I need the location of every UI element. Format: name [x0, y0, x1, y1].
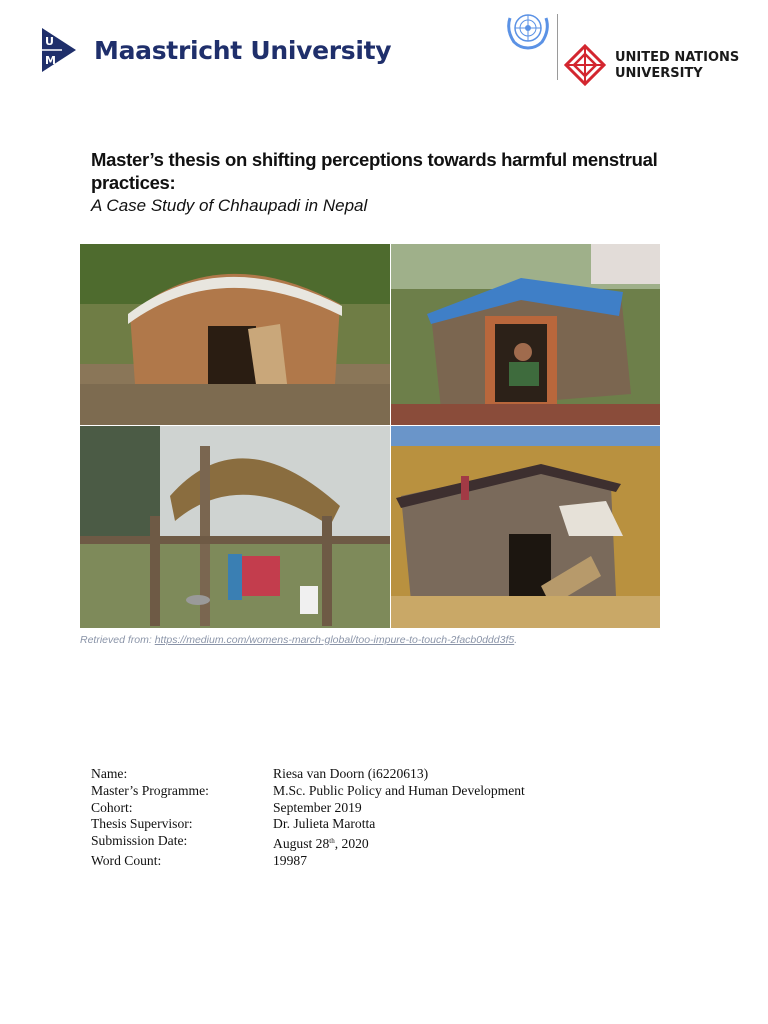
photo-mud-hut: [80, 244, 390, 425]
svg-text:M: M: [45, 54, 56, 67]
un-emblem-icon: [504, 10, 552, 50]
info-row-submission-date: [91, 833, 525, 853]
info-label: Thesis Supervisor:: [91, 816, 193, 832]
date-main: August 28: [273, 836, 330, 852]
info-row-cohort: [91, 800, 525, 817]
photo-stone-hut-with-woman: [391, 244, 660, 425]
photo-thatched-shelter: [80, 426, 390, 628]
thesis-info-table: [91, 766, 525, 870]
info-value: Dr. Julieta Marotta: [273, 816, 376, 832]
unu-emblem-icon: [564, 44, 606, 86]
um-emblem-icon: [40, 28, 78, 72]
caption-source-link[interactable]: https://medium.com/womens-march-global/too-impure-to-touch-2facb0ddd3f5: [154, 634, 515, 646]
maastricht-university-name: Maastricht University: [94, 35, 392, 65]
info-row-supervisor: [91, 816, 525, 833]
unu-name-line-2: UNIVERSITY: [615, 66, 703, 81]
svg-text:U: U: [45, 35, 54, 48]
caption-suffix: .: [514, 634, 518, 646]
info-row-word-count: [91, 853, 525, 870]
info-label: Name:: [91, 766, 128, 781]
logo-divider: [557, 14, 558, 80]
united-nations-university-logo: [500, 8, 750, 88]
info-row-programme: [91, 783, 525, 800]
thesis-subtitle: A Case Study of Chhaupadi in Nepal: [91, 196, 368, 215]
info-value: September 2019: [273, 799, 362, 815]
unu-name: [615, 50, 739, 82]
date-year: , 2020: [334, 836, 369, 852]
photo-stone-hut-hillside: [391, 426, 660, 628]
info-label: Cohort:: [91, 799, 133, 815]
info-value: 19987: [273, 852, 307, 868]
image-source-caption: [80, 634, 517, 646]
maastricht-university-logo: [40, 28, 391, 72]
caption-prefix: Retrieved from:: [80, 634, 155, 646]
info-label: Word Count:: [91, 852, 162, 868]
info-value: M.Sc. Public Policy and Human Development: [273, 782, 525, 798]
info-label: Submission Date:: [91, 833, 188, 849]
info-value: Riesa van Doorn (i6220613): [273, 766, 429, 781]
info-value: [273, 833, 369, 853]
info-label: Master’s Programme:: [91, 782, 209, 798]
unu-name-line-1: UNITED NATIONS: [615, 50, 740, 65]
thesis-title: Master’s thesis on shifting perceptions towards harmful menstrual practices:: [91, 149, 658, 193]
info-row-name: [91, 766, 525, 783]
date-ordinal: th: [329, 837, 335, 846]
